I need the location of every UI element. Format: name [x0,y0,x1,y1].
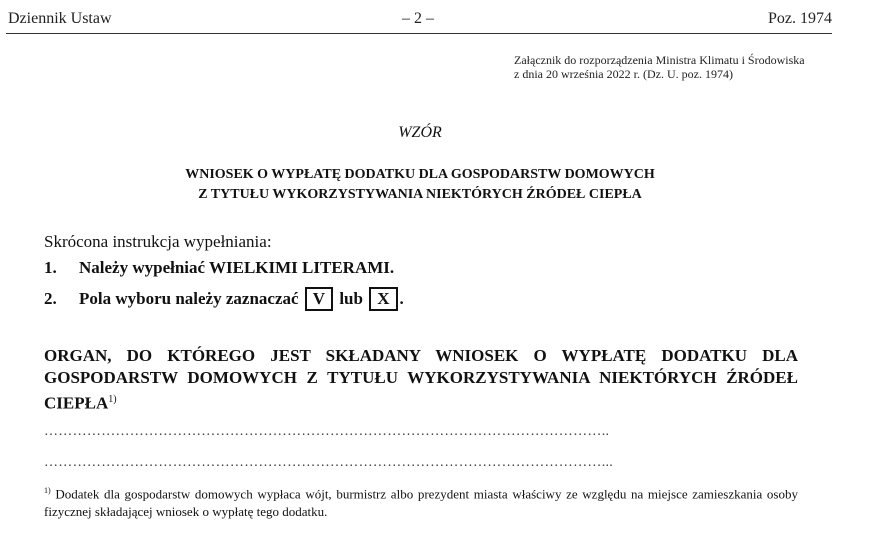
title-line-1: WNIOSEK O WYPŁATĘ DODATKU DLA GOSPODARSTW DOMOWYCH [185,167,655,182]
instruction-item-1 [44,258,394,278]
item-number: 2. [44,289,57,308]
checkbox-example-v: V [305,287,333,311]
header-rule [6,33,832,34]
footnote-marker: 1) [44,486,51,495]
organ-fill-line-2[interactable]: ………………………………………………………………………………………………………... [44,455,614,470]
organ-heading [44,345,798,415]
checkbox-example-x: X [369,287,397,311]
or-text: lub [339,289,363,308]
annex-line-2: z dnia 20 września 2022 r. (Dz. U. poz. 1974) [514,67,733,81]
instructions-intro: Skrócona instrukcja wypełniania: [44,232,272,251]
position-number: Poz. 1974 [768,10,832,27]
item-text: Należy wypełniać WIELKIMI LITERAMI. [79,258,395,277]
item-number: 1. [44,258,57,277]
footnote [44,482,798,521]
footnote-ref: 1) [108,394,117,405]
title-line-2: Z TYTUŁU WYKORZYSTYWANIA NIEKTÓRYCH ŹRÓDEŁ CIEPŁA [198,187,642,202]
instruction-item-2 [44,287,404,311]
organ-fill-line-1[interactable]: ……………………………………………………………………………………………………….. [44,424,610,439]
organ-heading-text: ORGAN, DO KTÓREGO JEST SKŁADANY WNIOSEK O WYPŁATĘ DODATKU DLA GOSPODARSTW DOMOWYCH Z TYTUŁU WYKORZYSTYWANIA NIEKTÓRYCH ŹRÓDEŁ CIEPŁA [44,346,798,413]
annex-line-1: Załącznik do rozporządzenia Ministra Klimatu i Środowiska [514,53,805,67]
footnote-text: Dodatek dla gospodarstw domowych wypłaca wójt, burmistrz albo prezydent miasta właściwy ze względu na miejsce zamieszkania osoby fizycznej składającej wniosek o wypłatę tego dodatku. [44,486,798,520]
template-label: WZÓR [398,124,442,141]
document-title [0,165,840,205]
annex-note [514,53,805,81]
item-text: Pola wyboru należy zaznaczać [79,289,299,308]
journal-name: Dziennik Ustaw [8,10,112,27]
period: . [399,289,404,308]
page-number: – 2 – [402,10,434,27]
